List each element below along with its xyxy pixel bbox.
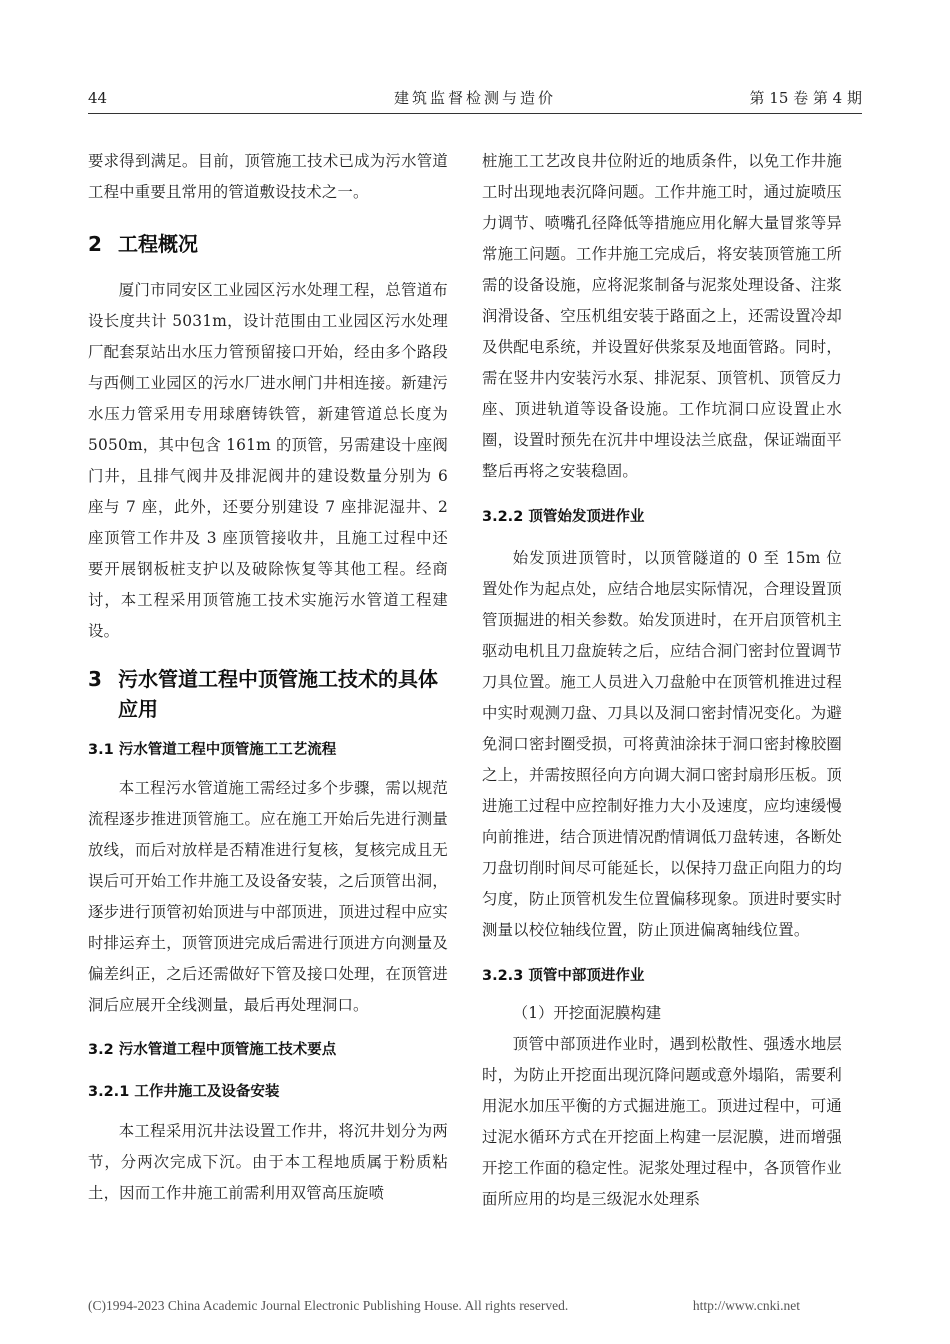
- subsection-3-1-heading: 3.1 污水管道工程中顶管施工工艺流程: [88, 742, 337, 758]
- paragraph-launch-jacking: 始发顶进顶管时，以顶管隧道的 0 至 15m 位置处作为起点处，应结合地层实际情况，合理设置顶管顶掘进的相关参数。始发顶进时，在开启顶管机主驱动电机且刀盘旋转之后，应结合洞门密封位置调节刀具位置。施工人员进入刀盘舱中在顶管机推进过程中实时观测刀盘、刀具以及洞口密封情况变化。为避免洞口密封圈受损，可将黄油涂抹于洞口密封橡胶圈之上，并需按照径向方向调大洞口密封扇形压板。顶进施工过程中应控制好推力大小及速度，应均速缓慢向前推进，结合顶进情况酌情调低刀盘转速，各断处刀盘切削时间尽可能延长，以保持刀盘正向阻力的均匀度，防止顶管机发生位置偏移现象。顶进时要实时测量以校位轴线位置，防止顶进偏离轴线位置。: [482, 549, 842, 939]
- subsection-3-2-1-heading: 3.2.1 工作井施工及设备安装: [88, 1084, 280, 1100]
- paragraph-mud-film: 顶管中部顶进作业时，遇到松散性、强透水地层时，为防止开挖面出现沉降问题或意外塌陷，需要利用泥水加压平衡的方式掘进施工。顶进过程中，可通过泥水循环方式在开挖面上构建一层泥膜，进而增强开挖工作面的稳定性。泥浆处理过程中，各顶管作业面所应用的均是三级泥水处理系: [482, 1035, 842, 1208]
- section-title: 工程概况: [118, 232, 198, 256]
- journal-title: 建筑监督检测与造价: [393, 89, 556, 107]
- section-3-heading: [88, 664, 448, 724]
- section-2-heading: [88, 229, 448, 259]
- paragraph-project-overview: 厦门市同安区工业园区污水处理工程，总管道布设长度共计 5031m，设计范围由工业园区污水处理厂配套泵站出水压力管预留接口开始，经由多个路段与西侧工业园区的污水厂进水闸门井相连接。新建污水压力管采用专用球磨铸铁管，新建管道总长度为 5050m，其中包含 161m 的顶管，另需建设十座阀门井，且排气阀井及排泥阀井的建设数量分别为 6 座与 7 座，此外，还要分别建设 7 座排泥湿井、2 座顶管工作井及 3 座顶管接收井，且施工过程中还要开展钢板桩支护以及破除恢复等其他工程。经商讨，本工程采用顶管施工技术实施污水管道工程建设。: [88, 281, 448, 640]
- section-number: 3: [88, 667, 102, 691]
- copyright-notice: (C)1994-2023 China Academic Journal Electronic Publishing House. All rights reserved.: [88, 1298, 569, 1313]
- section-number: 2: [88, 232, 102, 256]
- section-title: 污水管道工程中顶管施工技术的具体应用: [118, 667, 438, 721]
- sub-item-heading: （1）开挖面泥膜构建: [512, 1004, 662, 1022]
- left-column: [88, 146, 448, 1209]
- paragraph-continued: 桩施工工艺改良井位附近的地质条件，以免工作井施工时出现地表沉降问题。工作井施工时，通过旋喷压力调节、喷嘴孔径降低等措施应用化解大量冒浆等异常施工问题。工作井施工完成后，将安装顶管施工所需的设备设施，应将泥浆制备与泥浆处理设备、注浆润滑设备、空压机组安装于路面之上，还需设置冷却及供配电系统，并设置好供浆泵及地面管路。同时，需在竖井内安装污水泵、排泥泵、顶管机、顶管反力座、顶进轨道等设备设施。工作坑洞口应设置止水圈，设置时预先在沉井中埋设法兰底盘，保证端面平整后再将之安装稳固。: [482, 152, 842, 480]
- volume-issue: 第 15 卷 第 4 期: [749, 89, 862, 107]
- right-column: [482, 146, 842, 1215]
- paragraph-process-flow: 本工程污水管道施工需经过多个步骤，需以规范流程逐步推进顶管施工。应在施工开始后先进行测量放线，而后对放样是否精准进行复核，复核完成且无误后可开始工作井施工及设备安装，之后顶管出洞，逐步进行顶管初始顶进与中部顶进，顶进过程中应实时排运弃土，顶管顶进完成后需进行顶进方向测量及偏差纠正，之后还需做好下管及接口处理，在顶管进洞后应展开全线测量，最后再处理洞口。: [88, 779, 448, 1014]
- page-number: 44: [88, 89, 108, 107]
- header-rule: [88, 113, 862, 114]
- subsection-3-2-heading: 3.2 污水管道工程中顶管施工技术要点: [88, 1042, 337, 1058]
- paragraph-working-shaft: 本工程采用沉井法设置工作井，将沉井划分为两节，分两次完成下沉。由于本工程地质属于粉质粘土，因而工作井施工前需利用双管高压旋喷: [88, 1122, 448, 1202]
- paragraph-continued: 要求得到满足。目前，顶管施工技术已成为污水管道工程中重要且常用的管道敷设技术之一。: [88, 152, 448, 201]
- subsection-3-2-3-heading: 3.2.3 顶管中部顶进作业: [482, 968, 645, 984]
- footer-url[interactable]: http://www.cnki.net: [692, 1298, 800, 1313]
- running-header: [88, 86, 862, 110]
- subsection-3-2-2-heading: 3.2.2 顶管始发顶进作业: [482, 509, 645, 525]
